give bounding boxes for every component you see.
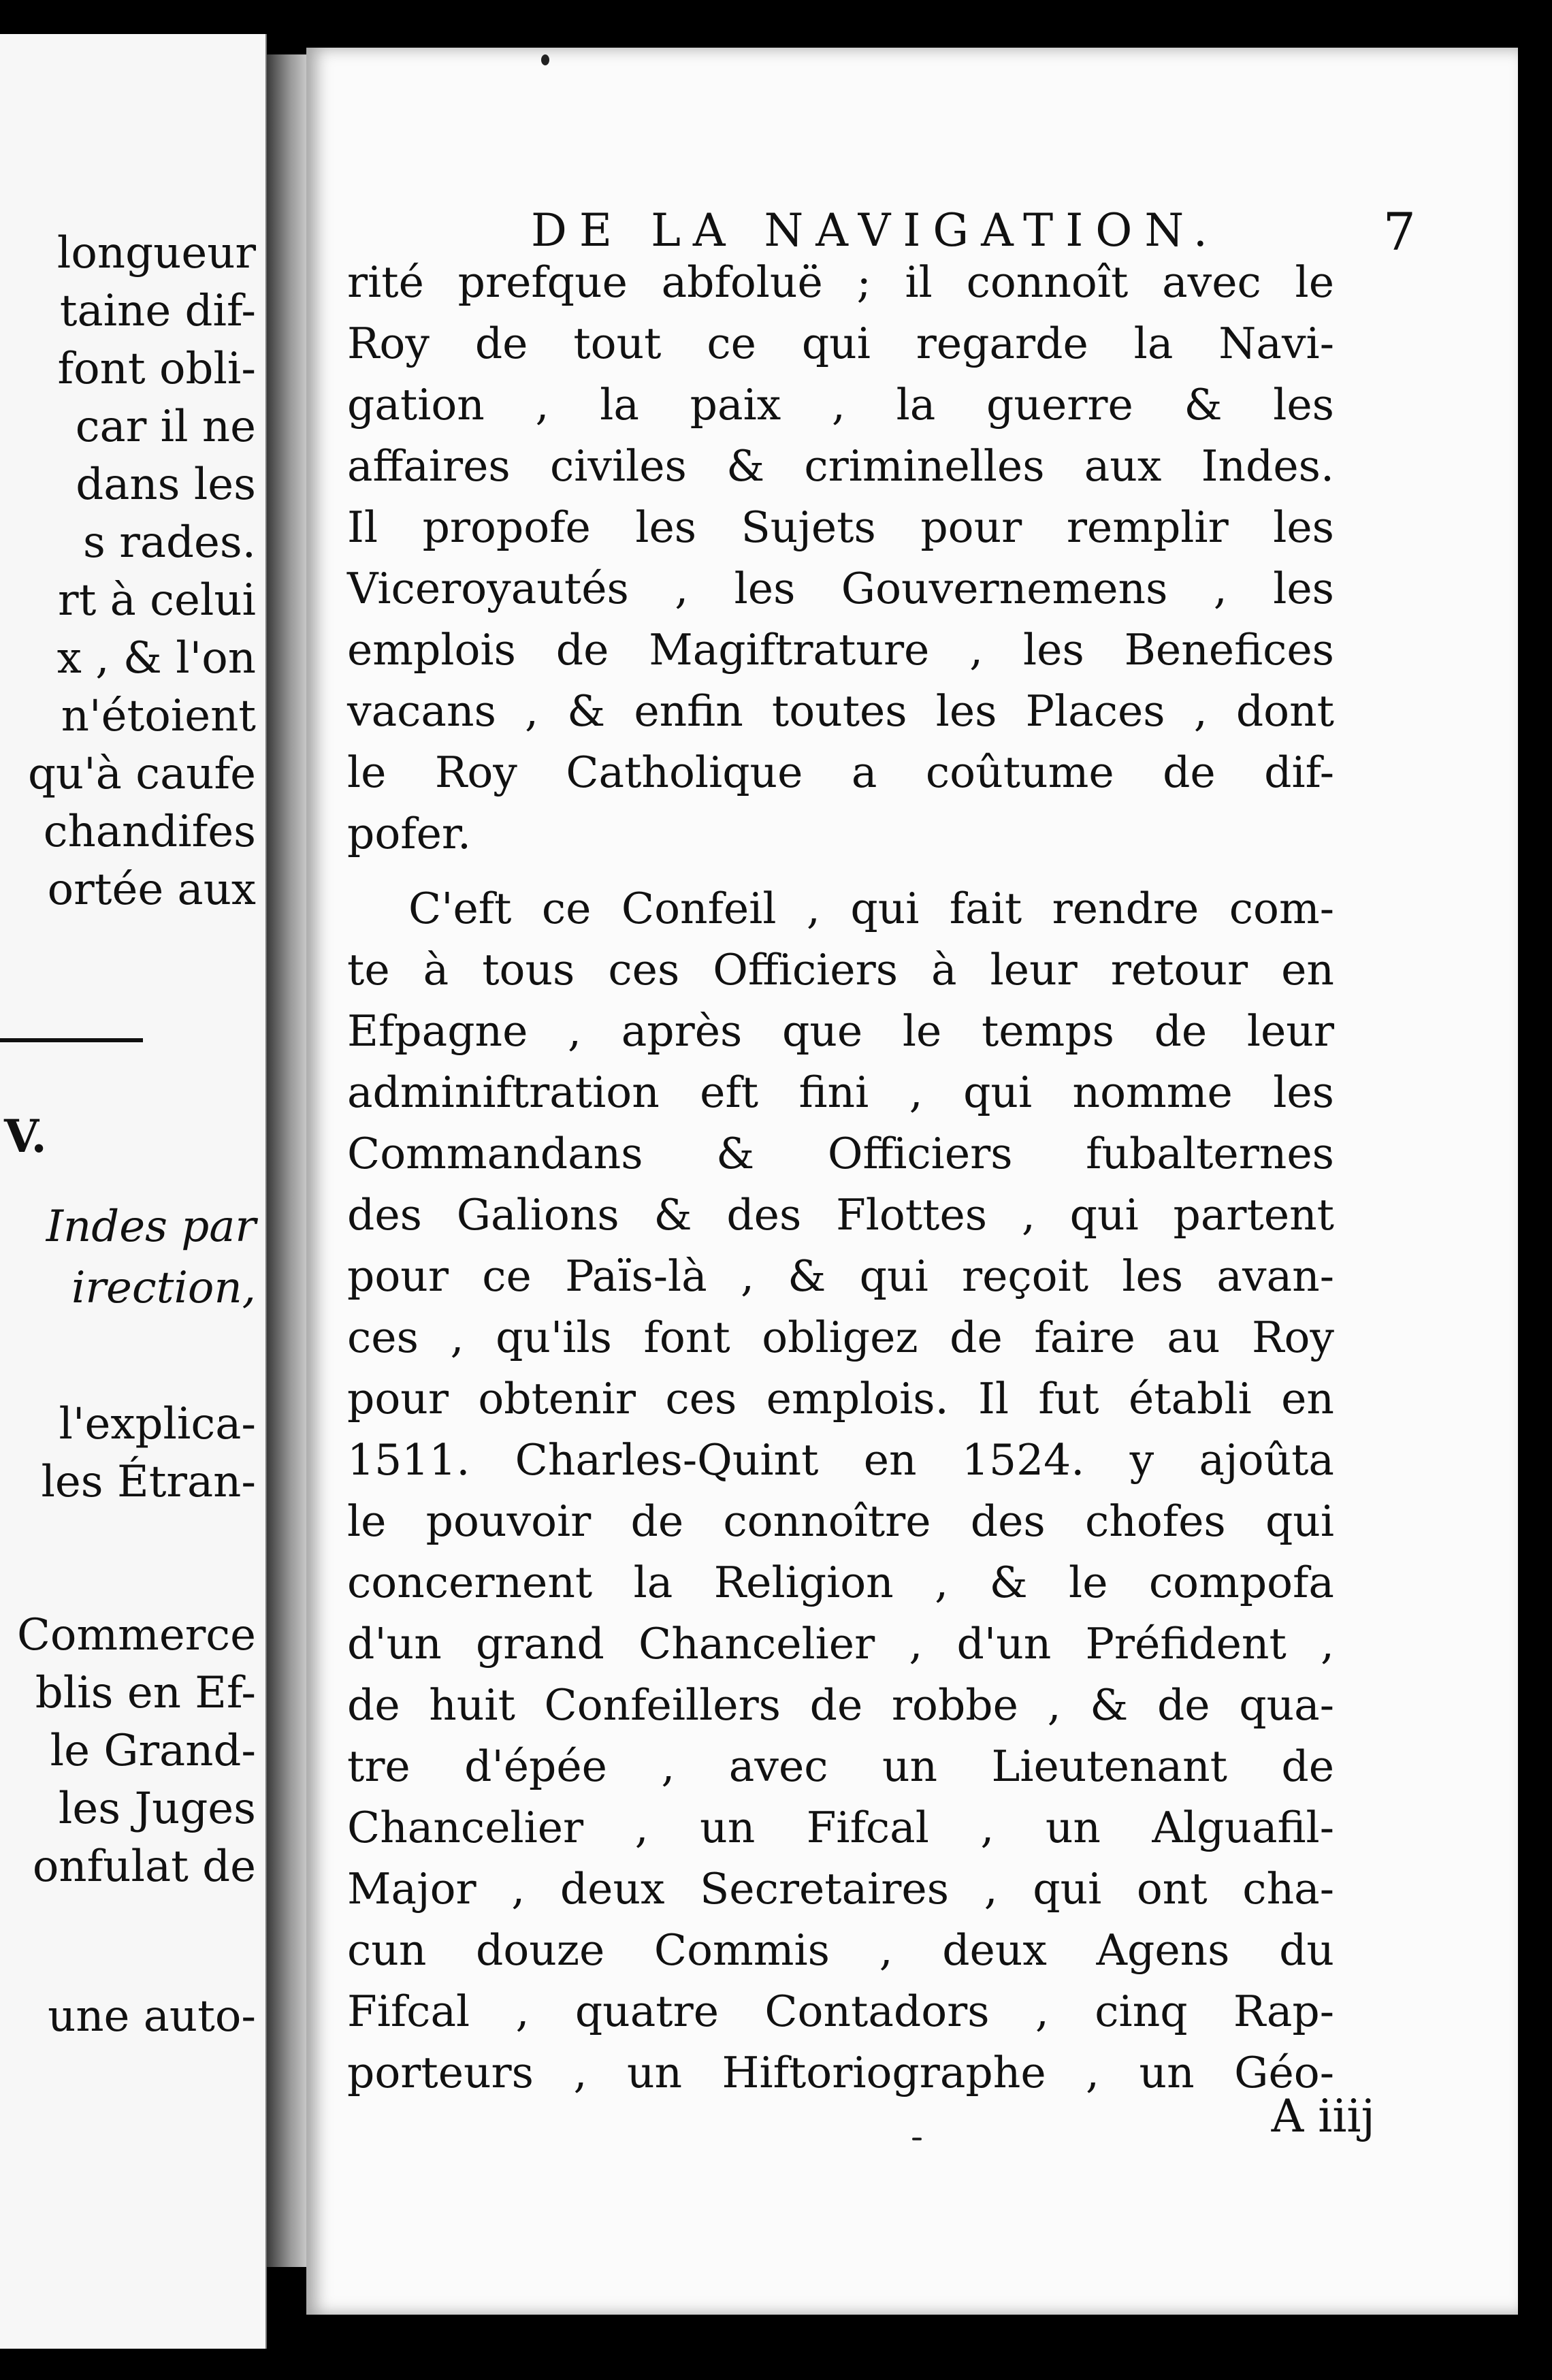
text-line: ces , qu'ils font obligez de faire au Roy (347, 1313, 1334, 1362)
text-line: Chancelier , un Fifcal , un Alguafil- (347, 1803, 1334, 1852)
ink-speck (912, 2138, 922, 2140)
text-line: pour ce Païs-là , & qui reçoit les avan- (347, 1251, 1334, 1301)
section-rule (0, 1038, 143, 1042)
left-line: blis en Ef- (35, 1668, 256, 1718)
text-line: Fifcal , quatre Contadors , cinq Rap- (347, 1987, 1334, 2036)
text-line: tre d'épée , avec un Lieutenant de (347, 1741, 1334, 1791)
text-line: te à tous ces Officiers à leur retour en (347, 945, 1334, 995)
left-line: car il ne (75, 402, 256, 452)
text-line: cun douze Commis , deux Agens du (347, 1925, 1334, 1975)
text-line: des Galions & des Flottes , qui partent (347, 1190, 1334, 1240)
ink-speck (541, 54, 549, 65)
page-number: 7 (1383, 202, 1416, 262)
text-line: concernent la Religion , & le compofa (347, 1558, 1334, 1607)
text-line: vacans , & enfin toutes les Places , dont (347, 686, 1334, 736)
text-line: emplois de Magiftrature , les Benefices (347, 625, 1334, 675)
left-line: onfulat de (32, 1842, 256, 1892)
text-line: Commandans & Officiers fubalternes (347, 1129, 1334, 1178)
running-title: DE LA NAVIGATION. (531, 204, 1220, 257)
text-line: d'un grand Chancelier , d'un Préfident , (347, 1619, 1334, 1669)
left-line: taine dif- (59, 286, 256, 336)
text-line: adminiftration eft fini , qui nomme les (347, 1067, 1334, 1117)
text-line: Major , deux Secretaires , qui ont cha- (347, 1864, 1334, 1914)
main-page (306, 48, 1518, 2315)
left-line: une auto- (48, 1991, 256, 2042)
left-line: ortée aux (47, 865, 256, 915)
left-line: Commerce (16, 1610, 256, 1660)
left-line: les Étran- (41, 1457, 256, 1507)
left-line: l'explica- (59, 1399, 256, 1449)
text-line: Efpagne , après que le temps de leur (347, 1006, 1334, 1056)
left-line: font obli- (57, 344, 256, 394)
left-line: dans les (76, 460, 256, 510)
left-line: qu'à caufe (27, 749, 256, 799)
left-line: les Juges (58, 1784, 256, 1834)
left-line: chandifes (43, 807, 256, 857)
text-line: C'eft ce Confeil , qui fait rendre com- (408, 884, 1334, 933)
text-line: Il propofe les Sujets pour remplir les (347, 502, 1334, 552)
left-page-fragment (0, 34, 267, 2349)
text-line: affaires civiles & criminelles aux Indes. (347, 441, 1334, 491)
left-line: n'étoient (61, 691, 256, 741)
left-line: s rades. (83, 517, 256, 568)
section-heading: V. (4, 1110, 47, 1163)
text-line: pofer. (347, 809, 472, 858)
left-line: longueur (56, 228, 256, 278)
text-line: gation , la paix , la guerre & les (347, 380, 1334, 430)
text-line: le Roy Catholique a coûtume de dif- (347, 747, 1334, 797)
text-line: 1511. Charles-Quint en 1524. y ajoûta (347, 1435, 1334, 1485)
text-line: le pouvoir de connoître des chofes qui (347, 1496, 1334, 1546)
text-line: Roy de tout ce qui regarde la Navi- (347, 319, 1334, 368)
text-line: de huit Confeillers de robbe , & de qua- (347, 1680, 1334, 1730)
left-line: rt à celui (57, 575, 256, 626)
left-line-italic: Indes par (46, 1202, 256, 1252)
left-line: x , & l'on (56, 633, 256, 684)
left-line-italic: irection, (71, 1263, 256, 1313)
text-line: Viceroyautés , les Gouvernemens , les (347, 564, 1334, 613)
left-line: le Grand- (50, 1726, 256, 1776)
text-line: rité prefque abfoluë ; il connoît avec le (347, 257, 1334, 307)
signature-mark: A iiij (1271, 2090, 1375, 2142)
text-line: porteurs , un Hiftoriographe , un Géo- (347, 2048, 1334, 2097)
text-line: pour obtenir ces emplois. Il fut établi en (347, 1374, 1334, 1424)
